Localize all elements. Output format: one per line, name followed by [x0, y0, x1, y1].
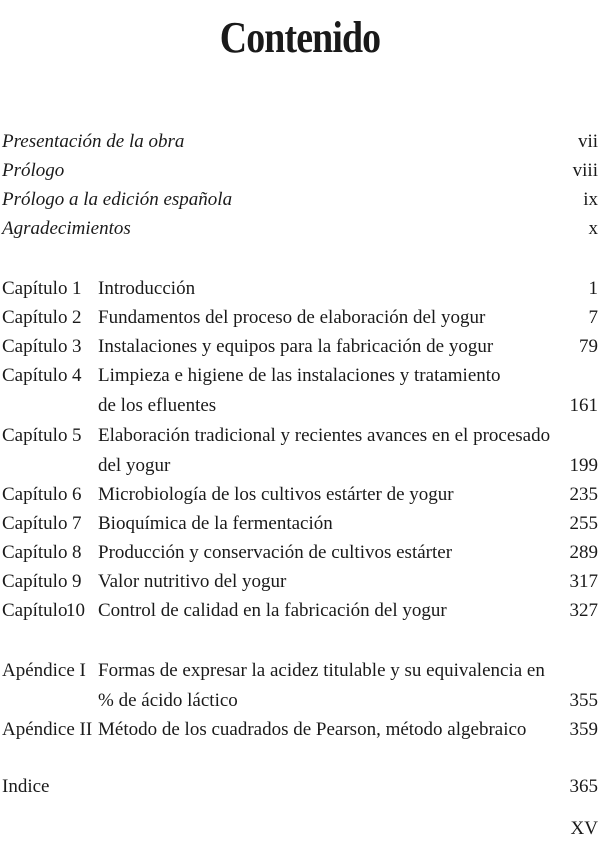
chapter-label: Capítulo: [2, 542, 68, 563]
page-folio: XV: [570, 818, 598, 839]
chapter-number: 1: [72, 278, 82, 299]
chapter-label: Capítulo: [2, 600, 68, 621]
chapter-number: 3: [72, 336, 82, 357]
toc-entry-title: Prólogo a la edición española: [2, 189, 233, 210]
toc-entry-agradecimientos[interactable]: [0, 214, 600, 243]
chapter-title: Fundamentos del proceso de elaboración del yogur: [98, 307, 486, 328]
chapter-title: Limpieza e higiene de las instalaciones y tratamiento: [98, 365, 501, 386]
toc-chapter-1[interactable]: [0, 274, 600, 303]
index-label: Indice: [2, 776, 50, 797]
appendix-title: Formas de expresar la acidez titulable y su equivalencia en: [98, 660, 545, 681]
toc-page-number: x: [588, 218, 598, 239]
appendix-title-continuation: % de ácido láctico: [98, 690, 238, 711]
toc-page-number: 255: [569, 513, 598, 534]
chapter-number: 5: [72, 425, 82, 446]
toc-page-number: 327: [569, 600, 598, 621]
toc-page-number: 199: [569, 455, 598, 476]
appendix-title: Método de los cuadrados de Pearson, método algebraico: [98, 719, 527, 740]
chapter-number: 2: [72, 307, 82, 328]
chapter-number: 10: [66, 600, 85, 621]
toc-chapter-9[interactable]: [0, 567, 600, 596]
toc-chapter-5-continuation[interactable]: [0, 451, 600, 480]
toc-page-number: 365: [569, 776, 598, 797]
chapter-title-continuation: del yogur: [98, 455, 171, 476]
chapter-label: Capítulo: [2, 484, 68, 505]
toc-chapter-8[interactable]: [0, 538, 600, 567]
appendix-label: Apéndice II: [2, 719, 93, 740]
chapter-label: Capítulo: [2, 425, 68, 446]
toc-chapter-5[interactable]: [0, 421, 600, 450]
toc-entry-presentacion[interactable]: [0, 127, 600, 156]
chapter-title: Control de calidad en la fabricación del yogur: [98, 600, 447, 621]
toc-page-number: 7: [588, 307, 598, 328]
chapter-title: Instalaciones y equipos para la fabricación de yogur: [98, 336, 494, 357]
toc-appendix-1[interactable]: [0, 656, 600, 685]
toc-page-number: 289: [569, 542, 598, 563]
toc-page-number: 359: [569, 719, 598, 740]
chapter-label: Capítulo: [2, 513, 68, 534]
toc-chapter-4-continuation[interactable]: [0, 391, 600, 420]
chapter-label: Capítulo: [2, 571, 68, 592]
toc-chapter-4[interactable]: [0, 361, 600, 390]
toc-page-number: 317: [569, 571, 598, 592]
toc-chapter-6[interactable]: [0, 480, 600, 509]
toc-entry-title: Presentación de la obra: [2, 131, 185, 152]
toc-chapter-7[interactable]: [0, 509, 600, 538]
toc-page-number: ix: [583, 189, 598, 210]
toc-page-number: 355: [569, 690, 598, 711]
toc-index[interactable]: [0, 772, 600, 801]
toc-page-number: 161: [569, 395, 598, 416]
toc-appendix-1-continuation[interactable]: [0, 686, 600, 715]
chapter-title: Producción y conservación de cultivos estárter: [98, 542, 453, 563]
toc-page-number: viii: [572, 160, 598, 181]
toc-chapter-2[interactable]: [0, 303, 600, 332]
toc-chapter-10[interactable]: [0, 596, 600, 625]
chapter-number: 9: [72, 571, 82, 592]
toc-page-number: 1: [588, 278, 598, 299]
chapter-title: Bioquímica de la fermentación: [98, 513, 333, 534]
chapter-title: Introducción: [98, 278, 196, 299]
chapter-label: Capítulo: [2, 307, 68, 328]
chapter-label: Capítulo: [2, 365, 68, 386]
page-title: Contenido: [219, 13, 381, 62]
toc-entry-title: Agradecimientos: [2, 218, 131, 239]
toc-entry-prologo-espanola[interactable]: [0, 185, 600, 214]
chapter-title-continuation: de los efluentes: [98, 395, 217, 416]
chapter-number: 7: [72, 513, 82, 534]
toc-entry-prologo[interactable]: [0, 156, 600, 185]
toc-appendix-2[interactable]: [0, 715, 600, 744]
toc-page-number: 235: [569, 484, 598, 505]
chapter-number: 6: [72, 484, 82, 505]
chapter-number: 4: [72, 365, 82, 386]
chapter-title: Valor nutritivo del yogur: [98, 571, 287, 592]
chapter-title: Elaboración tradicional y recientes avances en el procesado: [98, 425, 551, 446]
toc-chapter-3[interactable]: [0, 332, 600, 361]
toc-entry-title: Prólogo: [2, 160, 65, 181]
toc-page-number: vii: [577, 131, 598, 152]
chapter-label: Capítulo: [2, 278, 68, 299]
chapter-label: Capítulo: [2, 336, 68, 357]
appendix-label: Apéndice I: [2, 660, 86, 681]
toc-page-number: 79: [579, 336, 598, 357]
chapter-title: Microbiología de los cultivos estárter de yogur: [98, 484, 454, 505]
chapter-number: 8: [72, 542, 82, 563]
